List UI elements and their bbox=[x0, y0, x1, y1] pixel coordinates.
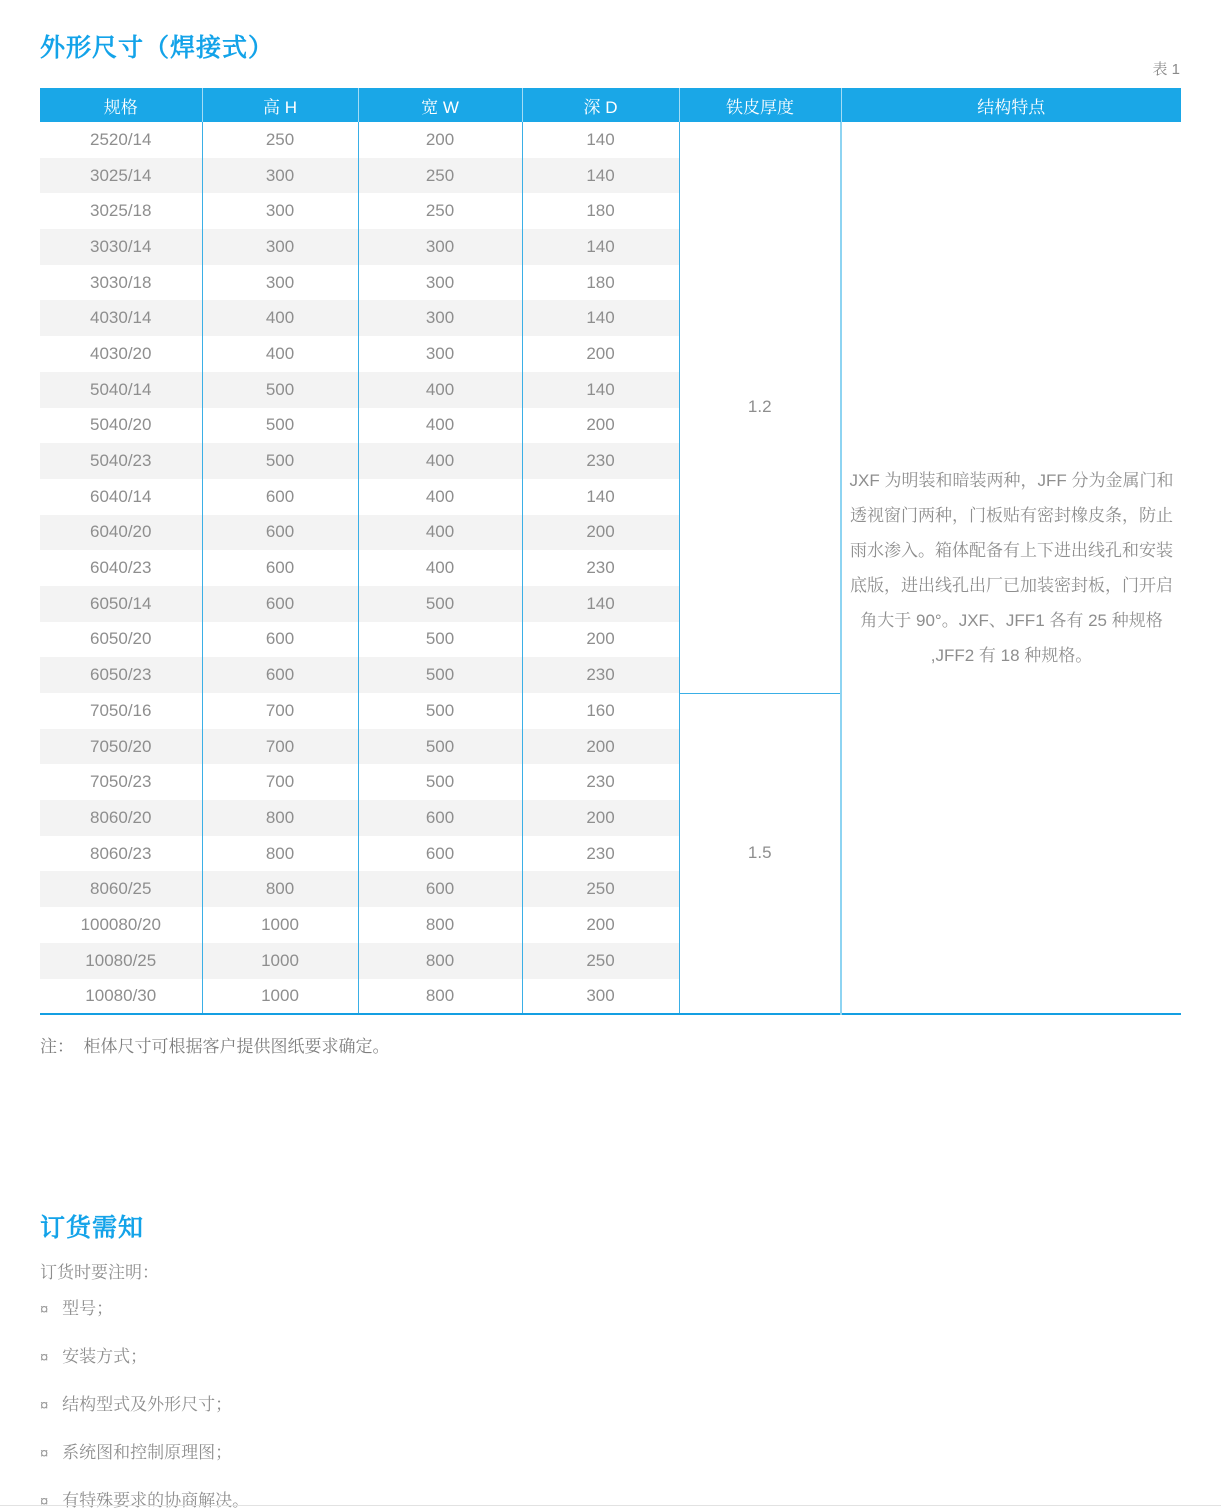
spec-cell: 5040/14 bbox=[40, 372, 202, 408]
depth-cell: 140 bbox=[522, 229, 679, 265]
page-title: 外形尺寸（焊接式） bbox=[40, 34, 275, 62]
header-cell-spec: 规格 bbox=[40, 88, 202, 122]
height-cell: 300 bbox=[202, 193, 358, 229]
spec-cell: 8060/25 bbox=[40, 871, 202, 907]
width-cell: 500 bbox=[358, 764, 522, 800]
spec-cell: 5040/20 bbox=[40, 408, 202, 444]
table-caption-label: 表 1 bbox=[1152, 61, 1180, 78]
spec-cell: 3030/14 bbox=[40, 229, 202, 265]
depth-cell: 140 bbox=[522, 122, 679, 158]
header-cell-features: 结构特点 bbox=[841, 88, 1181, 122]
width-cell: 600 bbox=[358, 836, 522, 872]
spec-cell: 8060/20 bbox=[40, 800, 202, 836]
spec-cell: 2520/14 bbox=[40, 122, 202, 158]
bottom-divider bbox=[0, 1505, 1221, 1506]
height-cell: 600 bbox=[202, 622, 358, 658]
spec-cell: 3025/18 bbox=[40, 193, 202, 229]
spec-cell: 6050/23 bbox=[40, 657, 202, 693]
ordering-item bbox=[40, 1298, 249, 1321]
ordering-item bbox=[40, 1394, 249, 1417]
depth-cell: 160 bbox=[522, 693, 679, 729]
ordering-item-label: 系统图和控制原理图； bbox=[62, 1443, 233, 1462]
ordering-list bbox=[40, 1298, 249, 1509]
spec-cell: 5040/23 bbox=[40, 443, 202, 479]
depth-cell: 230 bbox=[522, 550, 679, 586]
depth-cell: 200 bbox=[522, 729, 679, 765]
width-cell: 300 bbox=[358, 300, 522, 336]
table-header-row bbox=[40, 88, 1181, 122]
height-cell: 1000 bbox=[202, 979, 358, 1015]
depth-cell: 140 bbox=[522, 158, 679, 194]
width-cell: 500 bbox=[358, 657, 522, 693]
depth-cell: 250 bbox=[522, 943, 679, 979]
spec-cell: 7050/23 bbox=[40, 764, 202, 800]
ordering-item bbox=[40, 1442, 249, 1465]
spec-cell: 3025/14 bbox=[40, 158, 202, 194]
width-cell: 500 bbox=[358, 729, 522, 765]
spec-cell: 6050/14 bbox=[40, 586, 202, 622]
width-cell: 400 bbox=[358, 550, 522, 586]
spec-cell: 7050/16 bbox=[40, 693, 202, 729]
depth-cell: 180 bbox=[522, 193, 679, 229]
thickness-value-cell: 1.2 bbox=[679, 122, 841, 693]
width-cell: 400 bbox=[358, 372, 522, 408]
ordering-item-label: 安装方式； bbox=[62, 1347, 148, 1366]
bullet-icon: ¤ bbox=[40, 1493, 49, 1509]
width-cell: 250 bbox=[358, 193, 522, 229]
ordering-item bbox=[40, 1490, 249, 1509]
spec-cell: 6040/23 bbox=[40, 550, 202, 586]
width-cell: 400 bbox=[358, 515, 522, 551]
height-cell: 800 bbox=[202, 836, 358, 872]
depth-cell: 140 bbox=[522, 479, 679, 515]
width-cell: 400 bbox=[358, 408, 522, 444]
depth-cell: 230 bbox=[522, 657, 679, 693]
depth-cell: 140 bbox=[522, 372, 679, 408]
width-cell: 500 bbox=[358, 622, 522, 658]
width-cell: 600 bbox=[358, 800, 522, 836]
ordering-intro: 订货时要注明： bbox=[40, 1263, 159, 1282]
width-cell: 300 bbox=[358, 265, 522, 301]
depth-cell: 140 bbox=[522, 300, 679, 336]
header-cell-depth: 深 D bbox=[522, 88, 679, 122]
thickness-value-cell: 1.5 bbox=[679, 693, 841, 1014]
dimensions-table bbox=[40, 88, 1181, 1015]
depth-cell: 250 bbox=[522, 871, 679, 907]
ordering-section-title: 订货需知 bbox=[40, 1214, 145, 1242]
height-cell: 500 bbox=[202, 443, 358, 479]
width-cell: 600 bbox=[358, 871, 522, 907]
spec-cell: 6040/20 bbox=[40, 515, 202, 551]
height-cell: 300 bbox=[202, 265, 358, 301]
depth-cell: 200 bbox=[522, 907, 679, 943]
spec-cell: 8060/23 bbox=[40, 836, 202, 872]
depth-cell: 200 bbox=[522, 408, 679, 444]
depth-cell: 140 bbox=[522, 586, 679, 622]
spec-cell: 7050/20 bbox=[40, 729, 202, 765]
depth-cell: 200 bbox=[522, 622, 679, 658]
width-cell: 200 bbox=[358, 122, 522, 158]
height-cell: 700 bbox=[202, 764, 358, 800]
depth-cell: 180 bbox=[522, 265, 679, 301]
height-cell: 800 bbox=[202, 871, 358, 907]
spec-cell: 100080/20 bbox=[40, 907, 202, 943]
width-cell: 500 bbox=[358, 586, 522, 622]
depth-cell: 200 bbox=[522, 800, 679, 836]
depth-cell: 230 bbox=[522, 443, 679, 479]
height-cell: 300 bbox=[202, 229, 358, 265]
ordering-item bbox=[40, 1346, 249, 1369]
height-cell: 600 bbox=[202, 550, 358, 586]
width-cell: 800 bbox=[358, 979, 522, 1015]
width-cell: 400 bbox=[358, 479, 522, 515]
features-text-cell: JXF 为明装和暗装两种，JFF 分为金属门和透视窗门两种，门板贴有密封橡皮条，防止雨水渗入。箱体配备有上下进出线孔和安装底版，进出线孔出厂已加装密封板，门开启角大于 90°。JXF、JFF1 各有 25 种规格 ,JFF2 有 18 种规格。 bbox=[841, 122, 1181, 1014]
spec-cell: 6040/14 bbox=[40, 479, 202, 515]
depth-cell: 300 bbox=[522, 979, 679, 1015]
width-cell: 800 bbox=[358, 943, 522, 979]
height-cell: 600 bbox=[202, 586, 358, 622]
bullet-icon: ¤ bbox=[40, 1397, 49, 1414]
spec-cell: 3030/18 bbox=[40, 265, 202, 301]
height-cell: 500 bbox=[202, 372, 358, 408]
width-cell: 500 bbox=[358, 693, 522, 729]
bullet-icon: ¤ bbox=[40, 1445, 49, 1462]
height-cell: 700 bbox=[202, 693, 358, 729]
height-cell: 600 bbox=[202, 479, 358, 515]
header-cell-thickness: 铁皮厚度 bbox=[679, 88, 841, 122]
width-cell: 250 bbox=[358, 158, 522, 194]
depth-cell: 200 bbox=[522, 336, 679, 372]
depth-cell: 230 bbox=[522, 836, 679, 872]
dimensions-table-body bbox=[40, 122, 1181, 1014]
spec-cell: 4030/20 bbox=[40, 336, 202, 372]
spec-cell: 6050/20 bbox=[40, 622, 202, 658]
height-cell: 500 bbox=[202, 408, 358, 444]
height-cell: 800 bbox=[202, 800, 358, 836]
height-cell: 400 bbox=[202, 300, 358, 336]
table-row bbox=[40, 122, 1181, 158]
width-cell: 300 bbox=[358, 229, 522, 265]
ordering-item-label: 型号； bbox=[62, 1299, 114, 1318]
width-cell: 400 bbox=[358, 443, 522, 479]
depth-cell: 200 bbox=[522, 515, 679, 551]
width-cell: 300 bbox=[358, 336, 522, 372]
bullet-icon: ¤ bbox=[40, 1301, 49, 1318]
header-cell-width: 宽 W bbox=[358, 88, 522, 122]
bullet-icon: ¤ bbox=[40, 1349, 49, 1366]
depth-cell: 230 bbox=[522, 764, 679, 800]
height-cell: 1000 bbox=[202, 907, 358, 943]
spec-cell: 10080/30 bbox=[40, 979, 202, 1015]
spec-cell: 4030/14 bbox=[40, 300, 202, 336]
table-note: 注： 柜体尺寸可根据客户提供图纸要求确定。 bbox=[40, 1037, 390, 1056]
height-cell: 700 bbox=[202, 729, 358, 765]
height-cell: 600 bbox=[202, 657, 358, 693]
ordering-item-label: 有特殊要求的协商解决。 bbox=[62, 1491, 250, 1509]
height-cell: 1000 bbox=[202, 943, 358, 979]
spec-cell: 10080/25 bbox=[40, 943, 202, 979]
header-cell-height: 高 H bbox=[202, 88, 358, 122]
height-cell: 600 bbox=[202, 515, 358, 551]
height-cell: 300 bbox=[202, 158, 358, 194]
width-cell: 800 bbox=[358, 907, 522, 943]
height-cell: 250 bbox=[202, 122, 358, 158]
height-cell: 400 bbox=[202, 336, 358, 372]
ordering-item-label: 结构型式及外形尺寸； bbox=[62, 1395, 233, 1414]
